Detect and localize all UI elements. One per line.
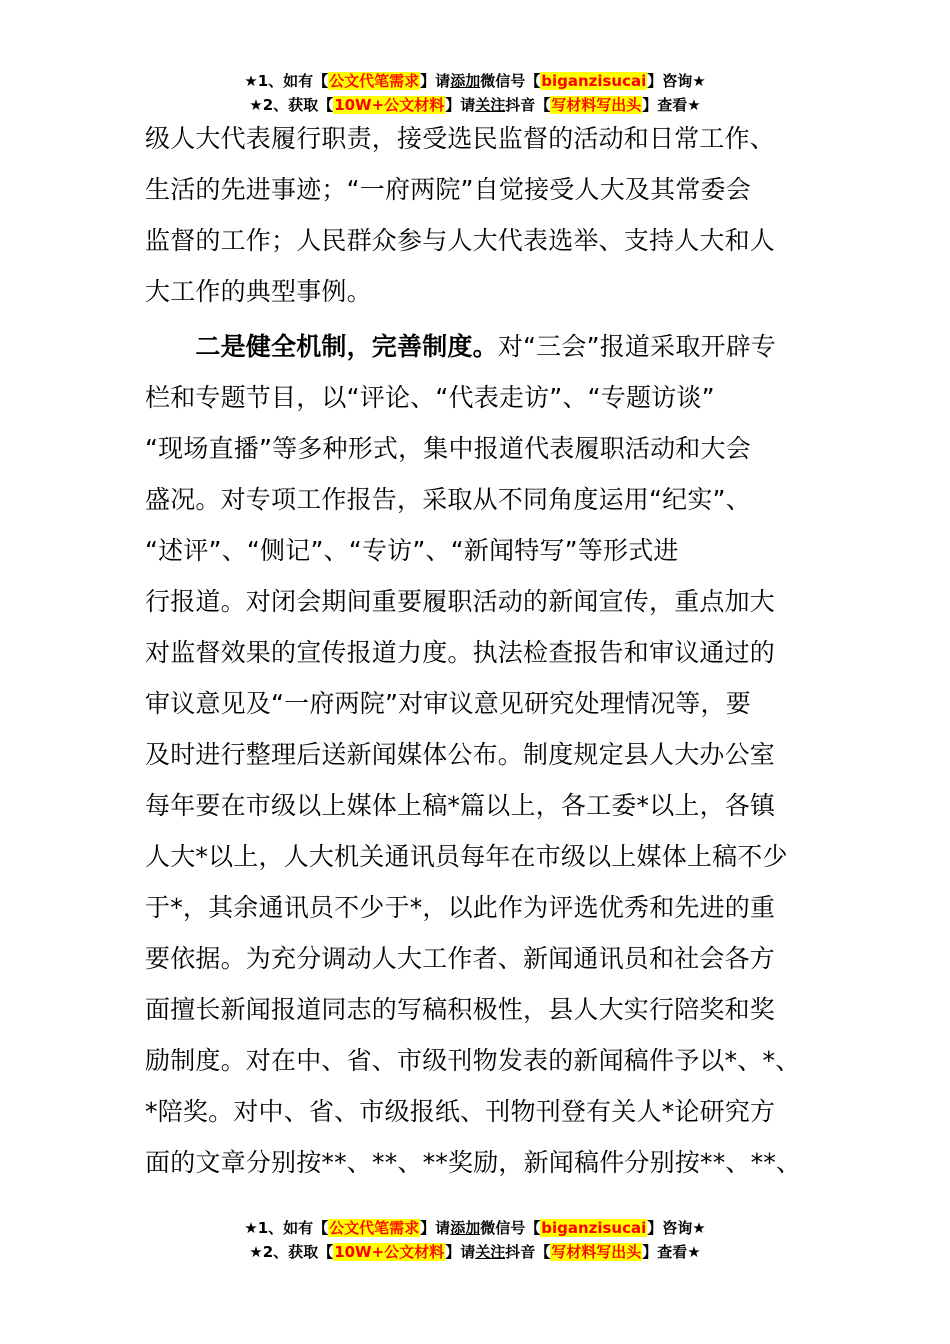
text-line: 及时进行整理后送新闻媒体公布。制度规定县人大办公室 — [145, 740, 776, 769]
promo-highlight: 10W+公文材料 — [334, 1243, 445, 1261]
text-line: *陪奖。对中、省、市级报纸、刊物刊登有关人*论研究方 — [145, 1097, 776, 1126]
promo-line-1 — [0, 69, 950, 93]
promo-text: 微信号【 — [480, 72, 541, 90]
promo-text: 】请 — [420, 72, 451, 90]
text-line: 行报道。对闭会期间重要履职活动的新闻宣传，重点加大 — [145, 587, 776, 616]
text-line: 面的文章分别按**、**、**奖励，新闻稿件分别按**、**、 — [145, 1148, 802, 1177]
paragraph-1 — [145, 113, 815, 317]
promo-text: ★2、获取【 — [249, 1243, 334, 1261]
document-body — [145, 113, 815, 1188]
paragraph-lead-heading: 二是健全机制，完善制度。 — [195, 332, 498, 361]
promo-text: ★1、如有【 — [244, 1219, 329, 1237]
promo-douyin-account: 写材料写出头 — [551, 96, 642, 114]
promo-text: 】咨询★ — [647, 72, 706, 90]
footer-promo-banner — [0, 1216, 950, 1264]
promo-highlight: 公文代笔需求 — [329, 72, 420, 90]
promo-highlight: 公文代笔需求 — [329, 1219, 420, 1237]
text-line: 级人大代表履行职责，接受选民监督的活动和日常工作、 — [145, 124, 776, 153]
promo-underlined-text: 关注 — [475, 96, 506, 114]
promo-line-2 — [0, 1240, 950, 1264]
text-line: 每年要在市级以上媒体上稿*篇以上，各工委*以上，各镇 — [145, 791, 776, 820]
paragraph-2 — [145, 321, 815, 1188]
promo-text: 】查看★ — [642, 1243, 701, 1261]
text-line: 人大*以上，人大机关通讯员每年在市级以上媒体上稿不少 — [145, 842, 788, 871]
promo-text: 微信号【 — [480, 1219, 541, 1237]
text-line: 大工作的典型事例。 — [145, 277, 372, 306]
text-line: 于*，其余通讯员不少于*，以此作为评选优秀和先进的重 — [145, 893, 776, 922]
promo-douyin-account: 写材料写出头 — [551, 1243, 642, 1261]
text-line: 要依据。为充分调动人大工作者、新闻通讯员和社会各方 — [145, 944, 776, 973]
text-line: 栏和专题节目，以“评论、“代表走访”、“专题访谈” — [145, 383, 715, 412]
promo-underlined-text: 添加 — [450, 72, 481, 90]
text-line: 对监督效果的宣传报道力度。执法检查报告和审议通过的 — [145, 638, 776, 667]
text-line: 监督的工作；人民群众参与人大代表选举、支持人大和人 — [145, 226, 776, 255]
text-line — [145, 321, 815, 372]
text-line: 审议意见及“一府两院”对审议意见研究处理情况等，要 — [145, 689, 751, 718]
promo-text: ★2、获取【 — [249, 96, 334, 114]
promo-text: 】请 — [445, 96, 476, 114]
promo-wechat-id: biganzisucai — [541, 1219, 647, 1237]
promo-text: ★1、如有【 — [244, 72, 329, 90]
text-line: 励制度。对在中、省、市级刊物发表的新闻稿件予以*、*、 — [145, 1046, 801, 1075]
promo-text: 】请 — [420, 1219, 451, 1237]
text-line: “述评”、“侧记”、“专访”、“新闻特写”等形式进 — [145, 536, 679, 565]
text-line: 盛况。对专项工作报告，采取从不同角度运用“纪实”、 — [145, 485, 751, 514]
header-promo-banner — [0, 69, 950, 117]
text-fragment: 对“三会”报道采取开辟专 — [497, 332, 777, 361]
promo-highlight: 10W+公文材料 — [334, 96, 445, 114]
promo-text: 】咨询★ — [647, 1219, 706, 1237]
promo-underlined-text: 添加 — [450, 1219, 481, 1237]
promo-text: 】请 — [445, 1243, 476, 1261]
text-line: “现场直播”等多种形式，集中报道代表履职活动和大会 — [145, 434, 751, 463]
promo-text: 抖音【 — [505, 96, 551, 114]
text-line: 面擅长新闻报道同志的写稿积极性，县人大实行陪奖和奖 — [145, 995, 776, 1024]
promo-underlined-text: 关注 — [475, 1243, 506, 1261]
promo-wechat-id: biganzisucai — [541, 72, 647, 90]
promo-text: 抖音【 — [505, 1243, 551, 1261]
promo-text: 】查看★ — [642, 96, 701, 114]
text-line: 生活的先进事迹；“一府两院”自觉接受人大及其常委会 — [145, 175, 751, 204]
promo-line-1 — [0, 1216, 950, 1240]
